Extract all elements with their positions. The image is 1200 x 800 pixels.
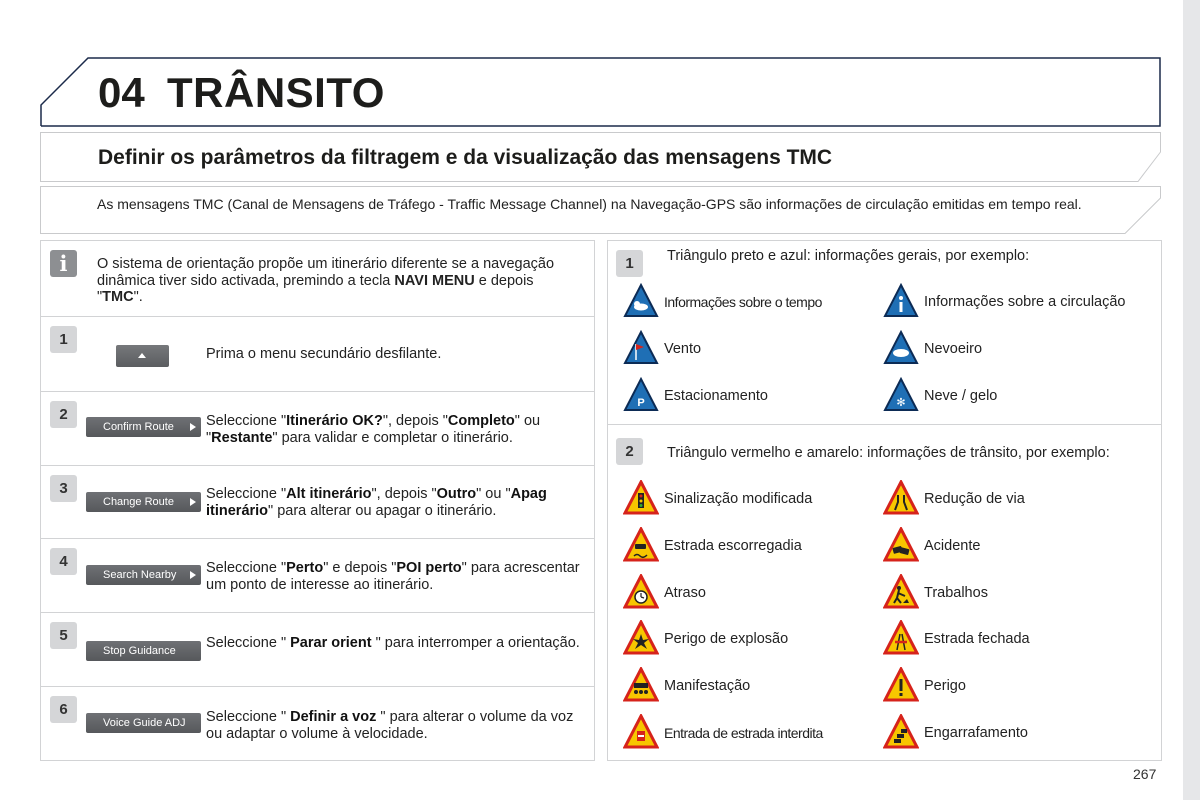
voice-guide-adj-button[interactable]: Voice Guide ADJ: [86, 713, 201, 733]
accident-sign-icon: [883, 527, 919, 563]
stop-guidance-button[interactable]: Stop Guidance: [86, 641, 201, 661]
sign-label: Informações sobre o tempo: [664, 294, 822, 310]
step-number-badge: 4: [50, 548, 77, 575]
explosion-sign-icon: [623, 620, 659, 656]
sign-label: Estacionamento: [664, 388, 768, 404]
group-number-badge: 1: [616, 250, 643, 277]
group-2-label: Triângulo vermelho e amarelo: informações de trânsito, por exemplo:: [667, 445, 1110, 461]
wind-sign-icon: [623, 330, 659, 366]
step-text: Prima o menu secundário desfilante.: [206, 346, 442, 362]
sign-label: Informações sobre a circulação: [924, 294, 1126, 310]
change-route-button[interactable]: Change Route: [86, 492, 201, 512]
step-text: Seleccione "Itinerário OK?", depois "Completo" ou "Restante" para validar e completar o itinerário.: [206, 413, 541, 446]
step-row-2: [41, 392, 594, 466]
exclamation-sign-icon: [883, 667, 919, 703]
lane-reduction-sign-icon: [883, 480, 919, 516]
signs-panel: [607, 240, 1162, 761]
sign-label: Estrada escorregadia: [664, 538, 802, 554]
page-edge-strip: [1183, 0, 1200, 800]
sign-label: Manifestação: [664, 678, 751, 694]
sign-label: Trabalhos: [924, 585, 988, 601]
scroll-up-button[interactable]: [116, 345, 169, 367]
svg-text:✻: ✻: [896, 396, 906, 409]
step-row-5: [41, 613, 594, 687]
page-number: 267: [1133, 766, 1157, 782]
step-number-badge: 1: [50, 326, 77, 353]
group-number-badge: 2: [616, 438, 643, 465]
step-text: Seleccione " Definir a voz " para alterar o volume da voz ou adaptar o volume à velocidade.: [206, 709, 574, 742]
sign-label: Estrada fechada: [924, 631, 1030, 647]
sign-label: Sinalização modificada: [664, 491, 813, 507]
intro-text: As mensagens TMC (Canal de Mensagens de Tráfego - Traffic Message Channel) na Navegação-GPS são informações de circulação emitidas em tempo real.: [97, 196, 1082, 212]
steps-panel: [40, 240, 595, 761]
sign-label: Perigo: [924, 678, 966, 694]
search-nearby-button[interactable]: Search Nearby: [86, 565, 201, 585]
info-row: [41, 241, 594, 317]
sign-label: Nevoeiro: [924, 341, 983, 357]
step-number-badge: 5: [50, 622, 77, 649]
step-row-1: [41, 317, 594, 392]
play-arrow-icon: [190, 498, 196, 506]
step-row-3: [41, 466, 594, 539]
info-icon: i: [50, 250, 77, 277]
step-text: Seleccione "Alt itinerário", depois "Outro" ou "Apag itinerário" para alterar ou apagar o itinerário.: [206, 486, 547, 519]
section-title: Definir os parâmetros da filtragem e da visualização das mensagens TMC: [98, 146, 833, 169]
play-arrow-icon: [190, 423, 196, 431]
section-header: [40, 132, 1161, 182]
fog-sign-icon: [883, 330, 919, 366]
sign-label: Acidente: [924, 538, 981, 554]
traffic-info-sign-icon: [883, 283, 919, 319]
chapter-title: TRÂNSITO: [167, 69, 385, 116]
sign-label: Perigo de explosão: [664, 631, 789, 647]
sign-label: Atraso: [664, 585, 706, 601]
sign-label: Vento: [664, 341, 702, 357]
slippery-road-sign-icon: [623, 527, 659, 563]
confirm-route-button[interactable]: Confirm Route: [86, 417, 201, 437]
snowflake-sign-icon: [883, 377, 919, 413]
play-arrow-icon: [190, 571, 196, 579]
info-text: O sistema de orientação propõe um itinerário diferente se a navegação dinâmica tiver sido activada, premindo a tecla NAVI MENU e depois "TMC".: [97, 256, 555, 305]
weather-sign-icon: [623, 283, 659, 319]
sign-label: Engarrafamento: [924, 725, 1028, 741]
traffic-jam-sign-icon: [883, 714, 919, 750]
chapter-number: 04: [98, 69, 145, 116]
svg-text:P: P: [637, 397, 645, 409]
step-number-badge: 2: [50, 401, 77, 428]
step-row-4: [41, 539, 594, 613]
traffic-light-sign-icon: [623, 480, 659, 516]
step-number-badge: 6: [50, 696, 77, 723]
chapter-header: [40, 57, 1161, 127]
roadworks-sign-icon: [883, 574, 919, 610]
group-divider: [608, 424, 1161, 425]
sign-label: Redução de via: [924, 491, 1025, 507]
up-arrow-icon: [138, 353, 146, 358]
road-closed-sign-icon: [883, 620, 919, 656]
no-entry-road-sign-icon: [623, 714, 659, 750]
intro-box: [40, 186, 1161, 234]
step-number-badge: 3: [50, 475, 77, 502]
sign-label: Neve / gelo: [924, 388, 998, 404]
step-text: Seleccione "Perto" e depois "POI perto" para acrescentar um ponto de interesse ao itinerário.: [206, 560, 580, 593]
step-row-6: [41, 687, 594, 761]
step-text: Seleccione " Parar orient " para interromper a orientação.: [206, 635, 580, 651]
group-1-label: Triângulo preto e azul: informações gerais, por exemplo:: [667, 248, 1030, 264]
parking-sign-icon: [623, 377, 659, 413]
demonstration-sign-icon: [623, 667, 659, 703]
sign-label: Entrada de estrada interdita: [664, 725, 823, 741]
clock-sign-icon: [623, 574, 659, 610]
